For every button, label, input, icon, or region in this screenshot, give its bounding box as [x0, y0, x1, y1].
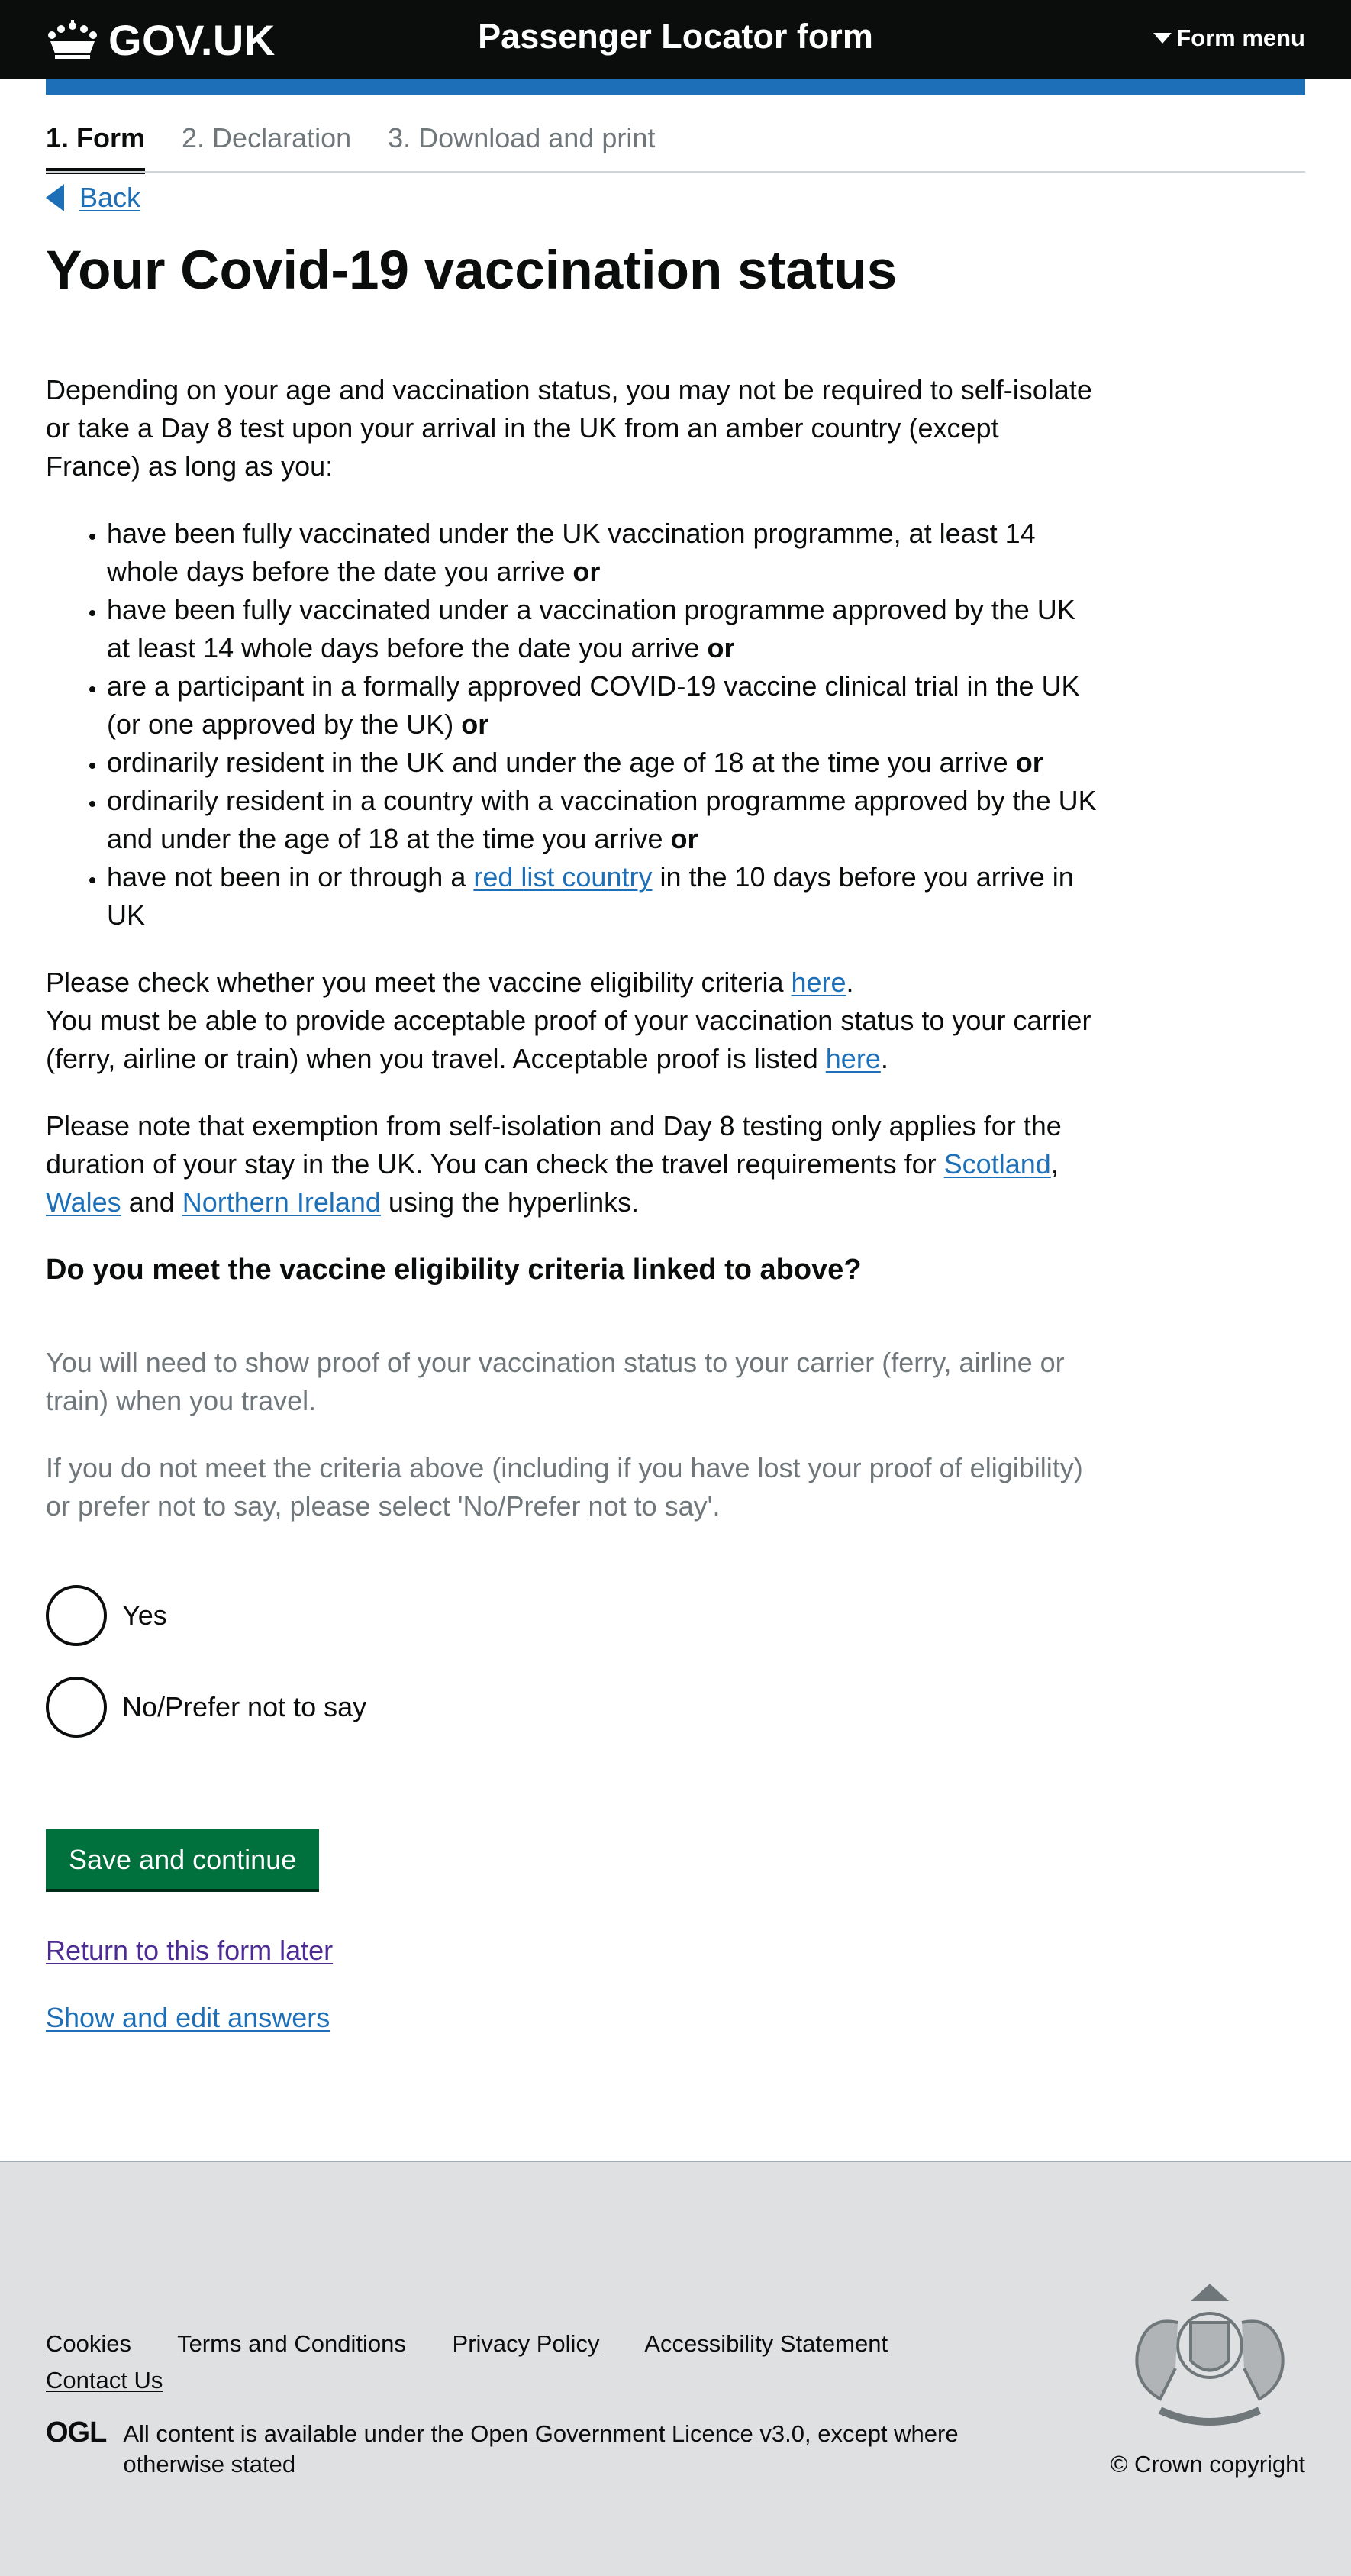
footer-link-contact[interactable]: Contact Us: [46, 2367, 163, 2394]
back-link[interactable]: [46, 182, 140, 214]
header-accent-bar: [46, 79, 1305, 95]
acceptable-proof-link[interactable]: here: [825, 1043, 881, 1074]
eligibility-criteria-link[interactable]: here: [791, 967, 846, 998]
ogl-licence-link[interactable]: Open Government Licence v3.0: [470, 2420, 804, 2447]
radio-yes-label[interactable]: Yes: [122, 1600, 167, 1631]
return-later-link[interactable]: Return to this form later: [46, 1935, 334, 1966]
list-item: • have not been in or through a red list country in the 10 days before you arrive in UK: [107, 858, 1099, 935]
question-heading: Do you meet the vaccine eligibility criteria linked to above?: [46, 1254, 862, 1286]
list-item: • ordinarily resident in the UK and under the age of 18 at the time you arrive or: [107, 744, 1099, 782]
service-name[interactable]: Passenger Locator form: [478, 17, 873, 56]
save-and-continue-button[interactable]: Save and continue: [46, 1829, 319, 1889]
secondary-links: [46, 1932, 1099, 2037]
form-menu-button[interactable]: [1153, 24, 1305, 52]
logo-text: GOV.UK: [108, 15, 276, 64]
radio-no[interactable]: [46, 1677, 1099, 1738]
step-download-print[interactable]: 3. Download and print: [388, 122, 656, 153]
radio-group: [46, 1585, 1099, 1738]
royal-coat-of-arms-icon: [1114, 2277, 1305, 2437]
radio-button-no[interactable]: [46, 1677, 107, 1738]
exemption-note: Please note that exemption from self-isolation and Day 8 testing only applies for the duration of your stay in the UK. You can check the travel requirements for Scotland, Wales and Northern Ireland using the hyperlinks.: [46, 1110, 1062, 1218]
list-item: • ordinarily resident in a country with a vaccination programme approved by the UK and under the age of 18 at the time you arrive or: [107, 782, 1099, 858]
list-item: • are a participant in a formally approved COVID-19 vaccine clinical trial in the UK (or one approved by the UK) or: [107, 667, 1099, 744]
step-navigation: [46, 122, 692, 174]
red-list-country-link[interactable]: red list country: [473, 861, 653, 893]
site-footer: [0, 2161, 1351, 2576]
wales-link[interactable]: Wales: [46, 1186, 121, 1218]
licence-notice: [46, 2416, 1008, 2480]
footer-links: [46, 2326, 962, 2399]
chevron-left-icon: [46, 184, 64, 211]
radio-yes[interactable]: [46, 1585, 1099, 1646]
eligibility-list: [107, 515, 1099, 935]
hint-not-meet: If you do not meet the criteria above (including if you have lost your proof of eligibility) or prefer not to say, please select 'No/Prefer not to say'.: [46, 1452, 1083, 1522]
main-content: [46, 371, 1099, 2066]
page-title: Your Covid-19 vaccination status: [46, 240, 898, 301]
hint-proof: You will need to show proof of your vaccination status to your carrier (ferry, airline or train) when you travel.: [46, 1347, 1065, 1416]
form-menu-label: Form menu: [1176, 24, 1305, 51]
back-label: Back: [79, 182, 141, 213]
steps-divider: [46, 171, 1305, 173]
northern-ireland-link[interactable]: Northern Ireland: [182, 1186, 381, 1218]
step-declaration[interactable]: 2. Declaration: [182, 122, 352, 153]
footer-link-accessibility[interactable]: Accessibility Statement: [644, 2330, 888, 2357]
radio-no-label[interactable]: No/Prefer not to say: [122, 1691, 367, 1722]
footer-link-privacy[interactable]: Privacy Policy: [452, 2330, 600, 2357]
footer-link-terms[interactable]: Terms and Conditions: [177, 2330, 406, 2357]
scotland-link[interactable]: Scotland: [943, 1148, 1051, 1180]
footer-link-cookies[interactable]: Cookies: [46, 2330, 131, 2357]
triangle-down-icon: [1153, 33, 1172, 44]
site-header: [0, 0, 1351, 79]
intro-text: Depending on your age and vaccination status, you may not be required to self-isolate or take a Day 8 test upon your arrival in the UK from an amber country (except France) as long as you:: [46, 374, 1092, 482]
list-item: • have been fully vaccinated under a vaccination programme approved by the UK at least 14 whole days before the date you arrive or: [107, 591, 1099, 667]
check-criteria-text: Please check whether you meet the vaccine eligibility criteria here.: [46, 967, 854, 998]
show-edit-answers-link[interactable]: Show and edit answers: [46, 2002, 330, 2033]
crown-copyright[interactable]: © Crown copyright: [1110, 2451, 1305, 2478]
proof-text: You must be able to provide acceptable proof of your vaccination status to your carrier (ferry, airline or train) when you travel. Acceptable proof is listed here.: [46, 1005, 1091, 1074]
radio-button-yes[interactable]: [46, 1585, 107, 1646]
ogl-logo: OGL: [46, 2416, 107, 2448]
list-item: • have been fully vaccinated under the UK vaccination programme, at least 14 whole days before the date you arrive or: [107, 515, 1099, 591]
step-form[interactable]: 1. Form: [46, 122, 145, 174]
licence-text: All content is available under the Open Government Licence v3.0, except where otherwise stated: [123, 2420, 959, 2478]
